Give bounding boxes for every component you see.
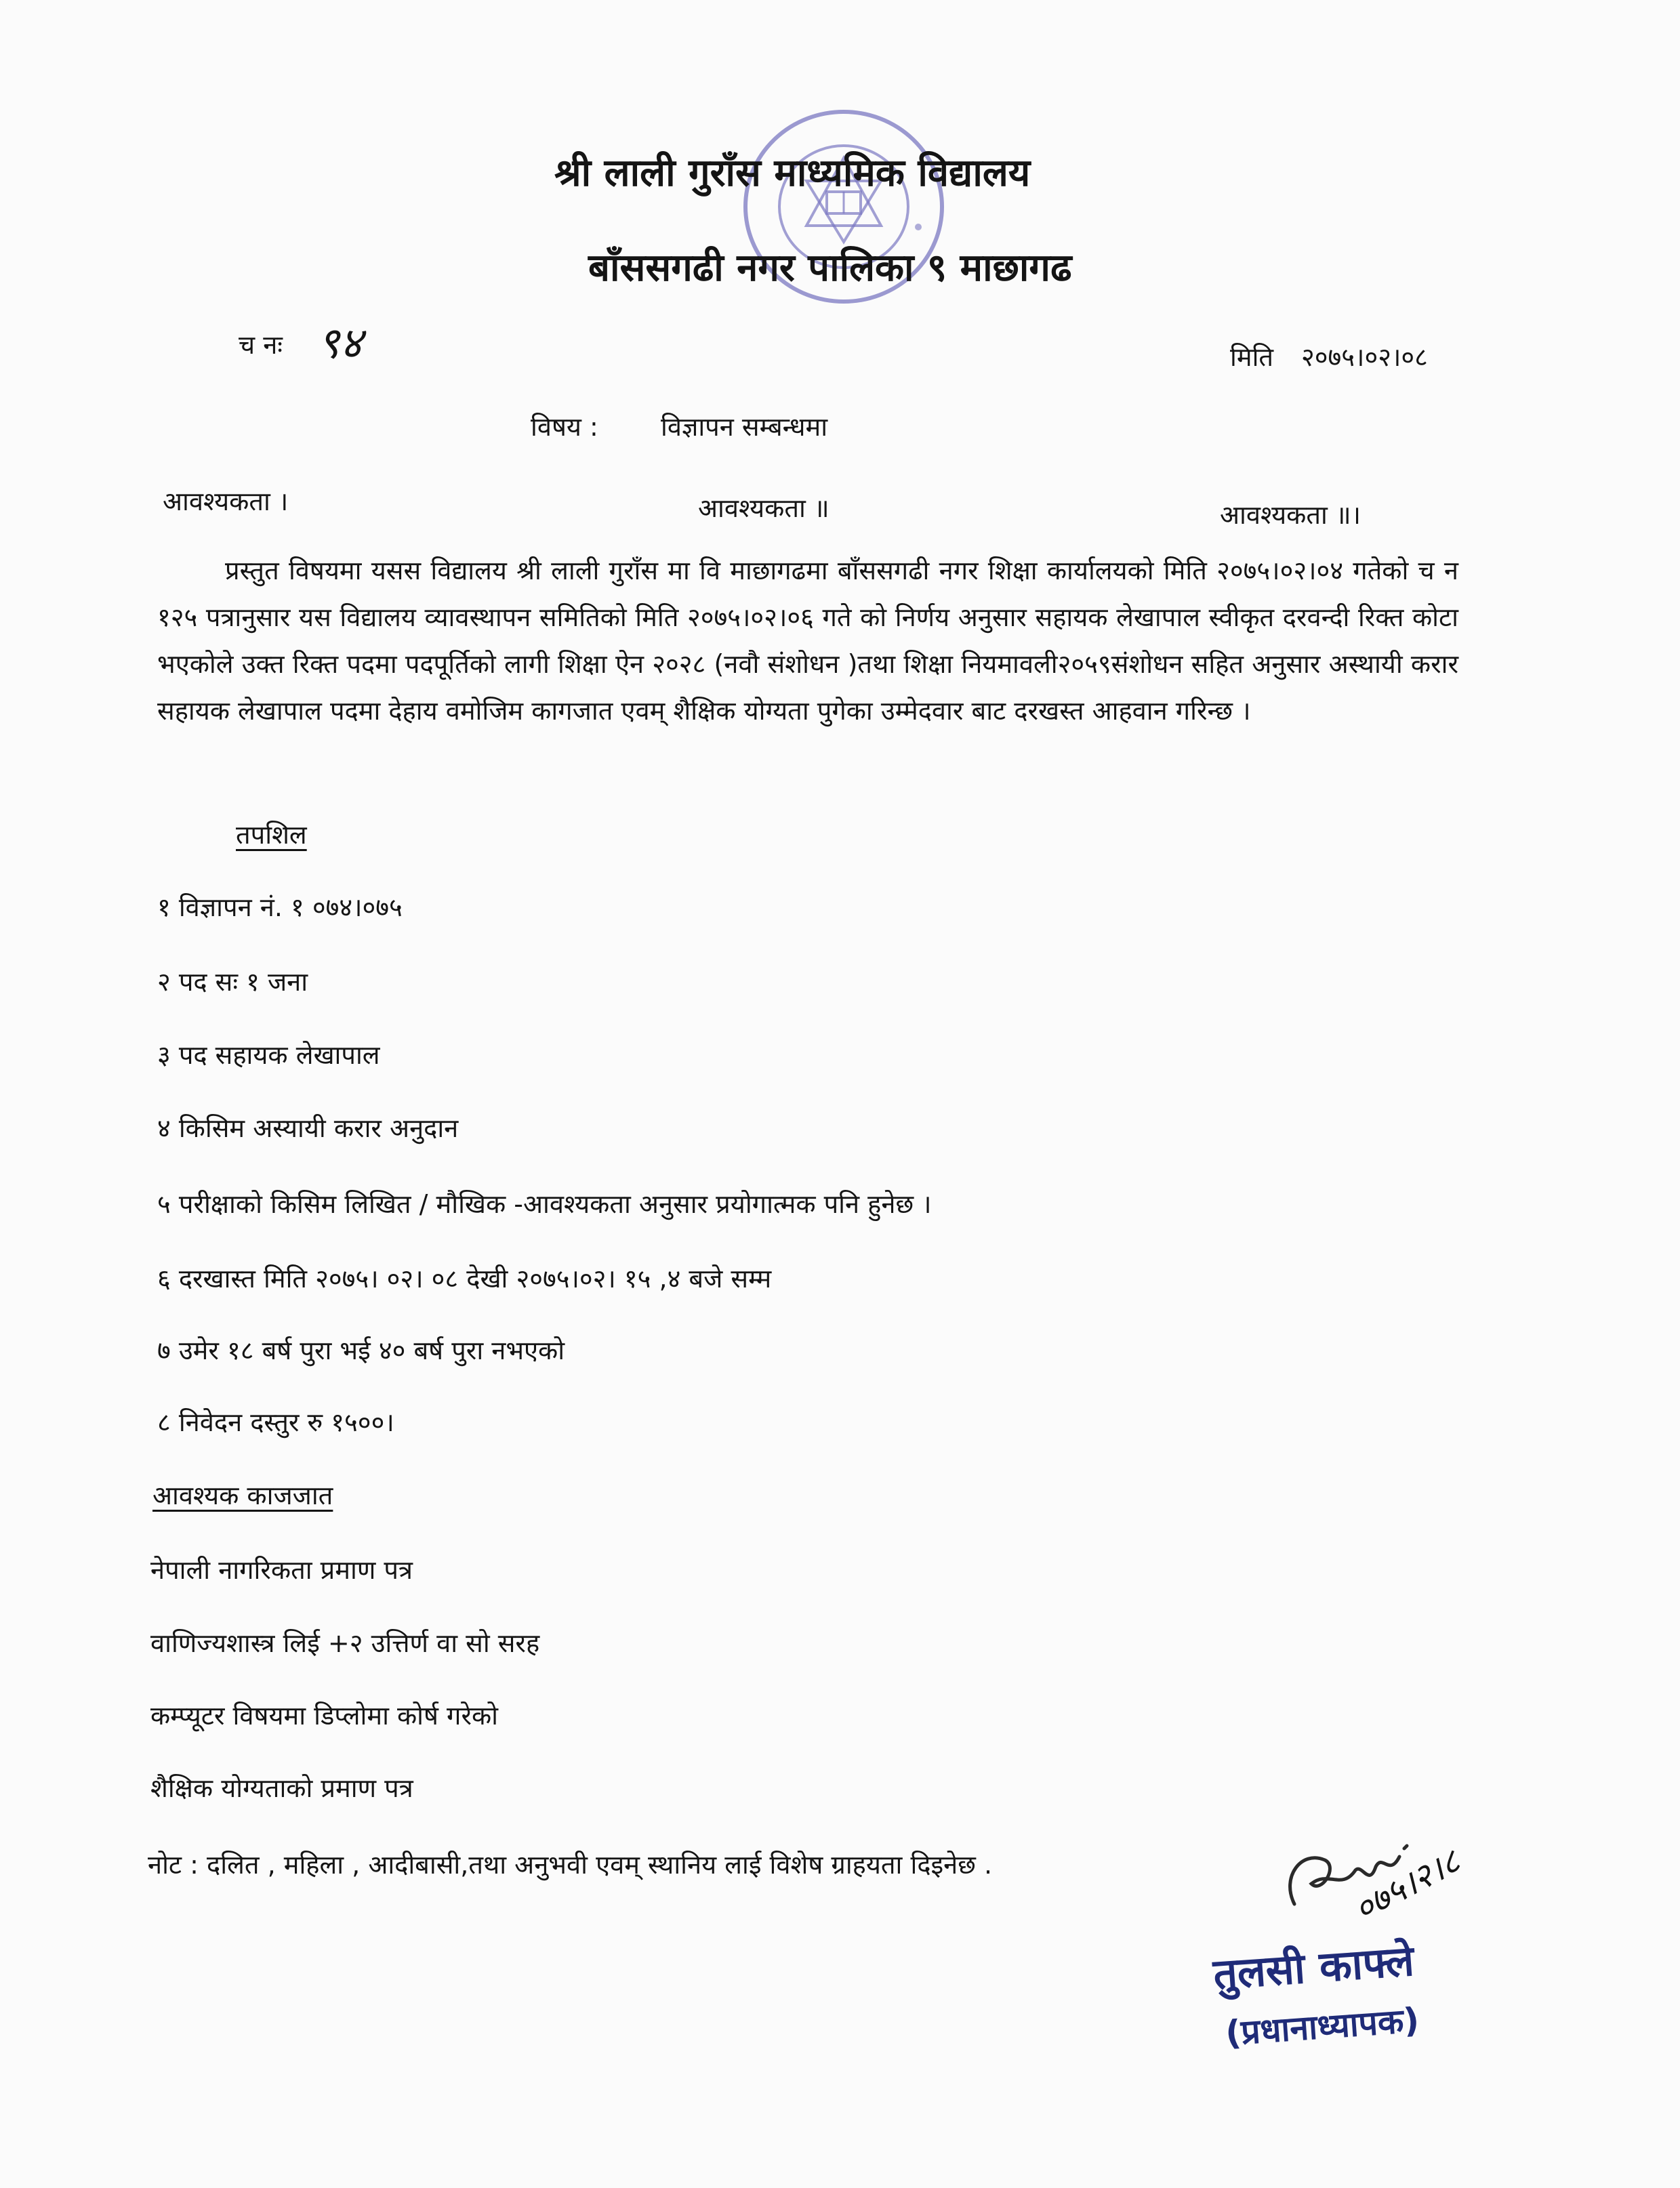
- docs-item: वाणिज्यशास्त्र लिई +२ उत्तिर्ण वा सो सरह: [150, 1628, 540, 1658]
- docs-item: कम्प्यूटर विषयमा डिप्लोमा कोर्ष गरेको: [150, 1701, 499, 1731]
- banner-center: आवश्यकता ॥: [698, 493, 829, 523]
- handwritten-date: ०७५।२।८: [1347, 1841, 1467, 1930]
- signatory-name-stamp: तुलसी काफ्ले: [1211, 1935, 1416, 2000]
- details-item: ६ दरखास्त मिति २०७५। ०२। ०८ देखी २०७५।०२। १५ ,४ बजे सम्म: [157, 1264, 772, 1294]
- docs-item: शैक्षिक योग्यताको प्रमाण पत्र: [150, 1773, 413, 1803]
- details-item: २ पद सः १ जना: [157, 967, 308, 997]
- details-heading: तपशिल: [236, 820, 307, 850]
- details-item: ७ उमेर १८ बर्ष पुरा भई ४० बर्ष पुरा नभएको: [157, 1336, 565, 1365]
- ref-number: ९४: [317, 318, 363, 369]
- details-item: १ विज्ञापन नं. १ ०७४।०७५: [157, 892, 403, 922]
- details-item: ८ निवेदन दस्तुर रु १५००।: [157, 1407, 394, 1437]
- date-value: २०७५।०२।०८: [1301, 342, 1428, 372]
- banner-left: आवश्यकता ।: [163, 487, 289, 516]
- school-address: बाँससगढी नगर पालिका ९ माछागढ: [588, 246, 1072, 290]
- ref-label: च नः: [239, 330, 283, 360]
- note-text: नोट : दलित , महिला , आदीबासी,तथा अनुभवी एवम् स्थानिय लाई विशेष ग्राहयता दिइनेछ .: [148, 1850, 993, 1880]
- banner-right: आवश्यकता ॥।: [1220, 500, 1361, 530]
- school-name: श्री लाली गुराँस माध्यमिक विद्यालय: [554, 151, 1031, 195]
- docs-item: नेपाली नागरिकता प्रमाण पत्र: [150, 1555, 413, 1585]
- details-item: ३ पद सहायक लेखापाल: [157, 1040, 380, 1070]
- subject-text: विज्ञापन सम्बन्धमा: [661, 412, 828, 442]
- details-item: ४ किसिम अस्यायी करार अनुदान: [157, 1113, 459, 1143]
- body-paragraph: प्रस्तुत विषयमा यसस विद्यालय श्री लाली गुराँस मा वि माछागढमा बाँससगढी नगर शिक्षा कार्यालयको मिति २०७५।०२।०४ गतेको च न १२५ पत्रानुसार यस विद्यालय व्यावस्थापन समितिको मिति २०७५।०२।०६ गते को निर्णय अनुसार सहायक लेखापाल स्वीकृत दरवन्दी रिक्त कोटा भएकोले उक्त रिक्त पदमा पदपूर्तिको लागी शिक्षा ऐन २०२८ (नवौ संशोधन )तथा शिक्षा नियमावली२०५९संशोधन सहित अनुसार अस्थायी करार सहायक लेखापाल पदमा देहाय वमोजिम कागजात एवम् शैक्षिक योग्यता पुगेका उम्मेदवार बाट दरखस्त आहवान गरिन्छ ।: [157, 556, 1458, 726]
- details-item: ५ परीक्षाको किसिम लिखित / मौखिक -आवश्यकता अनुसार प्रयोगात्मक पनि हुनेछ ।: [157, 1189, 932, 1219]
- docs-heading: आवश्यक काजजात: [152, 1481, 333, 1510]
- date-label: मिति: [1230, 342, 1274, 372]
- subject-label: विषय :: [531, 412, 598, 442]
- signatory-title-stamp: (प्रधानाध्यापक): [1224, 2000, 1420, 2053]
